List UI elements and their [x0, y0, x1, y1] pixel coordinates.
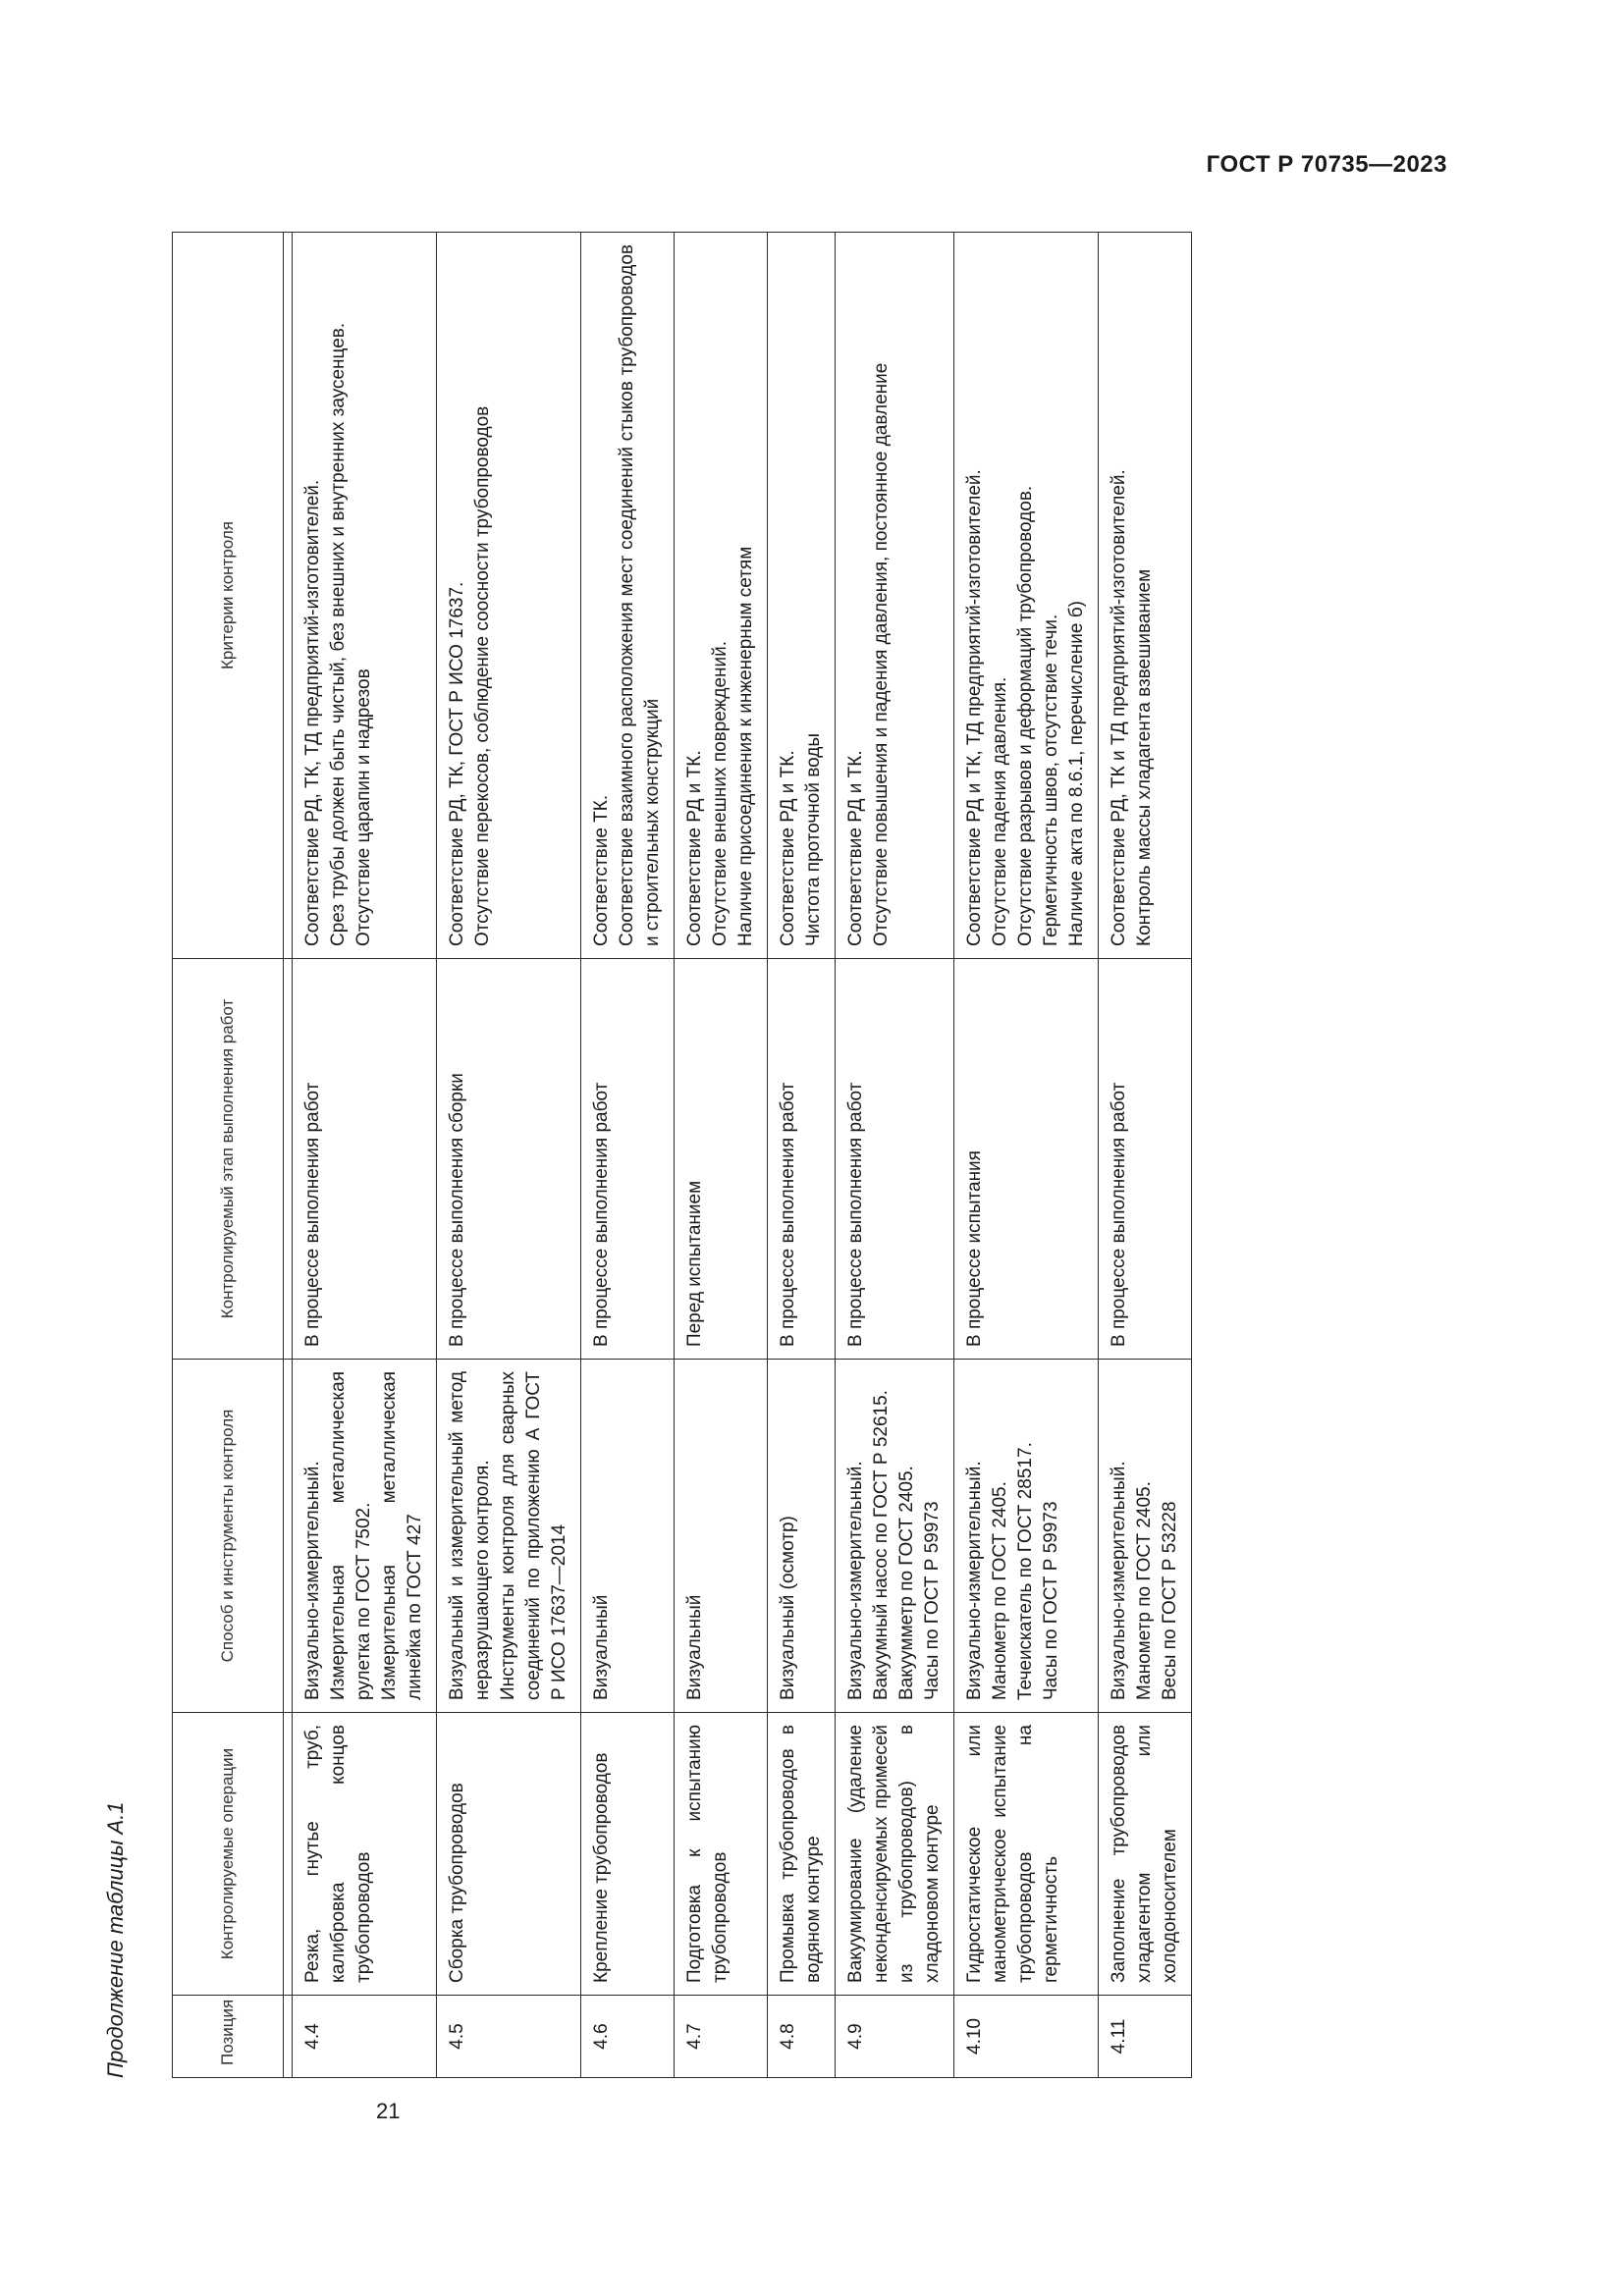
stage-cell: В процессе выполнения работ [581, 959, 675, 1360]
operation-cell: Гидростатическое или манометрическое испытание трубопроводов на герметичность [954, 1713, 1099, 1996]
table-row [1099, 233, 1192, 2078]
table-row [768, 233, 836, 2078]
column-header-stage: Контролируемый этап выполнения работ [173, 959, 284, 1360]
stage-cell: В процессе выполнения сборки [437, 959, 581, 1360]
operation-cell: Вакуумирование (удаление неконденсируемых примесей из трубопроводов) в хладоновом контуре [836, 1713, 954, 1996]
stage-cell: В процессе выполнения работ [836, 959, 954, 1360]
position-cell: 4.4 [293, 1996, 437, 2078]
column-header-method: Способ и инструменты контроля [173, 1360, 284, 1713]
control-table [172, 232, 1192, 2078]
table-row [836, 233, 954, 2078]
position-cell: 4.6 [581, 1996, 675, 2078]
stage-cell: В процессе выполнения работ [1099, 959, 1192, 1360]
position-cell: 4.10 [954, 1996, 1099, 2078]
criteria-cell: Соответствие РД и ТК. Отсутствие повышения и падения давления, постоянное давление [836, 233, 954, 959]
column-header-position: Позиция [173, 1996, 284, 2078]
position-cell: 4.8 [768, 1996, 836, 2078]
method-cell: Визуальный [581, 1360, 675, 1713]
criteria-cell: Соответствие РД, ТК, ГОСТ Р ИСО 17637. Отсутствие перекосов, соблюдение соосности трубопроводов [437, 233, 581, 959]
table-row [293, 233, 437, 2078]
position-cell: 4.7 [675, 1996, 768, 2078]
criteria-cell: Соответствие ТК. Соответствие взаимного расположения мест соединений стыков трубопроводов и строительных конструкций [581, 233, 675, 959]
document-code: ГОСТ Р 70735—2023 [1206, 151, 1447, 178]
stage-cell: В процессе испытания [954, 959, 1099, 1360]
operation-cell: Сборка трубопроводов [437, 1713, 581, 1996]
operation-cell: Подготовка к испытанию трубопроводов [675, 1713, 768, 1996]
table-row [675, 233, 768, 2078]
method-cell: Визуально-измерительный. Манометр по ГОСТ 2405. Весы по ГОСТ Р 53228 [1099, 1360, 1192, 1713]
criteria-cell: Соответствие РД, ТК, ТД предприятий-изготовителей. Срез трубы должен быть чистый, без внешних и внутренних заусенцев. Отсутствие царапин и надрезов [293, 233, 437, 959]
table-row [437, 233, 581, 2078]
operation-cell: Резка, гнутье труб, калибровка концов трубопроводов [293, 1713, 437, 1996]
column-header-criteria: Критерии контроля [173, 233, 284, 959]
criteria-cell: Соответствие РД, ТК и ТД предприятий-изготовителей. Контроль массы хладагента взвешиванием [1099, 233, 1192, 959]
method-cell: Визуальный [675, 1360, 768, 1713]
method-cell: Визуально-измерительный. Измерительная металлическая рулетка по ГОСТ 7502. Измерительная металлическая линейка по ГОСТ 427 [293, 1360, 437, 1713]
criteria-cell: Соответствие РД и ТК, ТД предприятий-изготовителей. Отсутствие падения давления. Отсутствие разрывов и деформаций трубопроводов. Герметичность швов, отсутствие течи. Наличие акта по 8.6.1, перечисление б) [954, 233, 1099, 959]
stage-cell: В процессе выполнения работ [768, 959, 836, 1360]
position-cell: 4.9 [836, 1996, 954, 2078]
position-cell: 4.11 [1099, 1996, 1192, 2078]
position-cell: 4.5 [437, 1996, 581, 2078]
operation-cell: Промывка трубопроводов в водяном контуре [768, 1713, 836, 1996]
table-row [954, 233, 1099, 2078]
stage-cell: Перед испытанием [675, 959, 768, 1360]
method-cell: Визуально-измерительный. Манометр по ГОСТ 2405. Течеискатель по ГОСТ 28517. Часы по ГОСТ Р 59973 [954, 1360, 1099, 1713]
rotated-page-content [103, 233, 1452, 2078]
operation-cell: Заполнение трубопроводов хладагентом или холодоносителем [1099, 1713, 1192, 1996]
table-row [581, 233, 675, 2078]
criteria-cell: Соответствие РД и ТК. Отсутствие внешних повреждений. Наличие присоединения к инженерным сетям [675, 233, 768, 959]
header-separator-row [284, 233, 293, 2078]
page-number: 21 [376, 2099, 401, 2123]
operation-cell: Крепление трубопроводов [581, 1713, 675, 1996]
method-cell: Визуальный (осмотр) [768, 1360, 836, 1713]
table-header-row [173, 233, 284, 2078]
criteria-cell: Соответствие РД и ТК. Чистота проточной воды [768, 233, 836, 959]
method-cell: Визуальный и измерительный метод неразрушающего контроля. Инструменты контроля для сварных соединений по приложению А ГОСТ Р ИСО 17637—2014 [437, 1360, 581, 1713]
column-header-operation: Контролируемые операции [173, 1713, 284, 1996]
stage-cell: В процессе выполнения работ [293, 959, 437, 1360]
table-caption: Продолжение таблицы А.1 [103, 1801, 128, 2078]
method-cell: Визуально-измерительный. Вакуумный насос по ГОСТ Р 52615. Вакуумметр по ГОСТ 2405. Часы по ГОСТ Р 59973 [836, 1360, 954, 1713]
